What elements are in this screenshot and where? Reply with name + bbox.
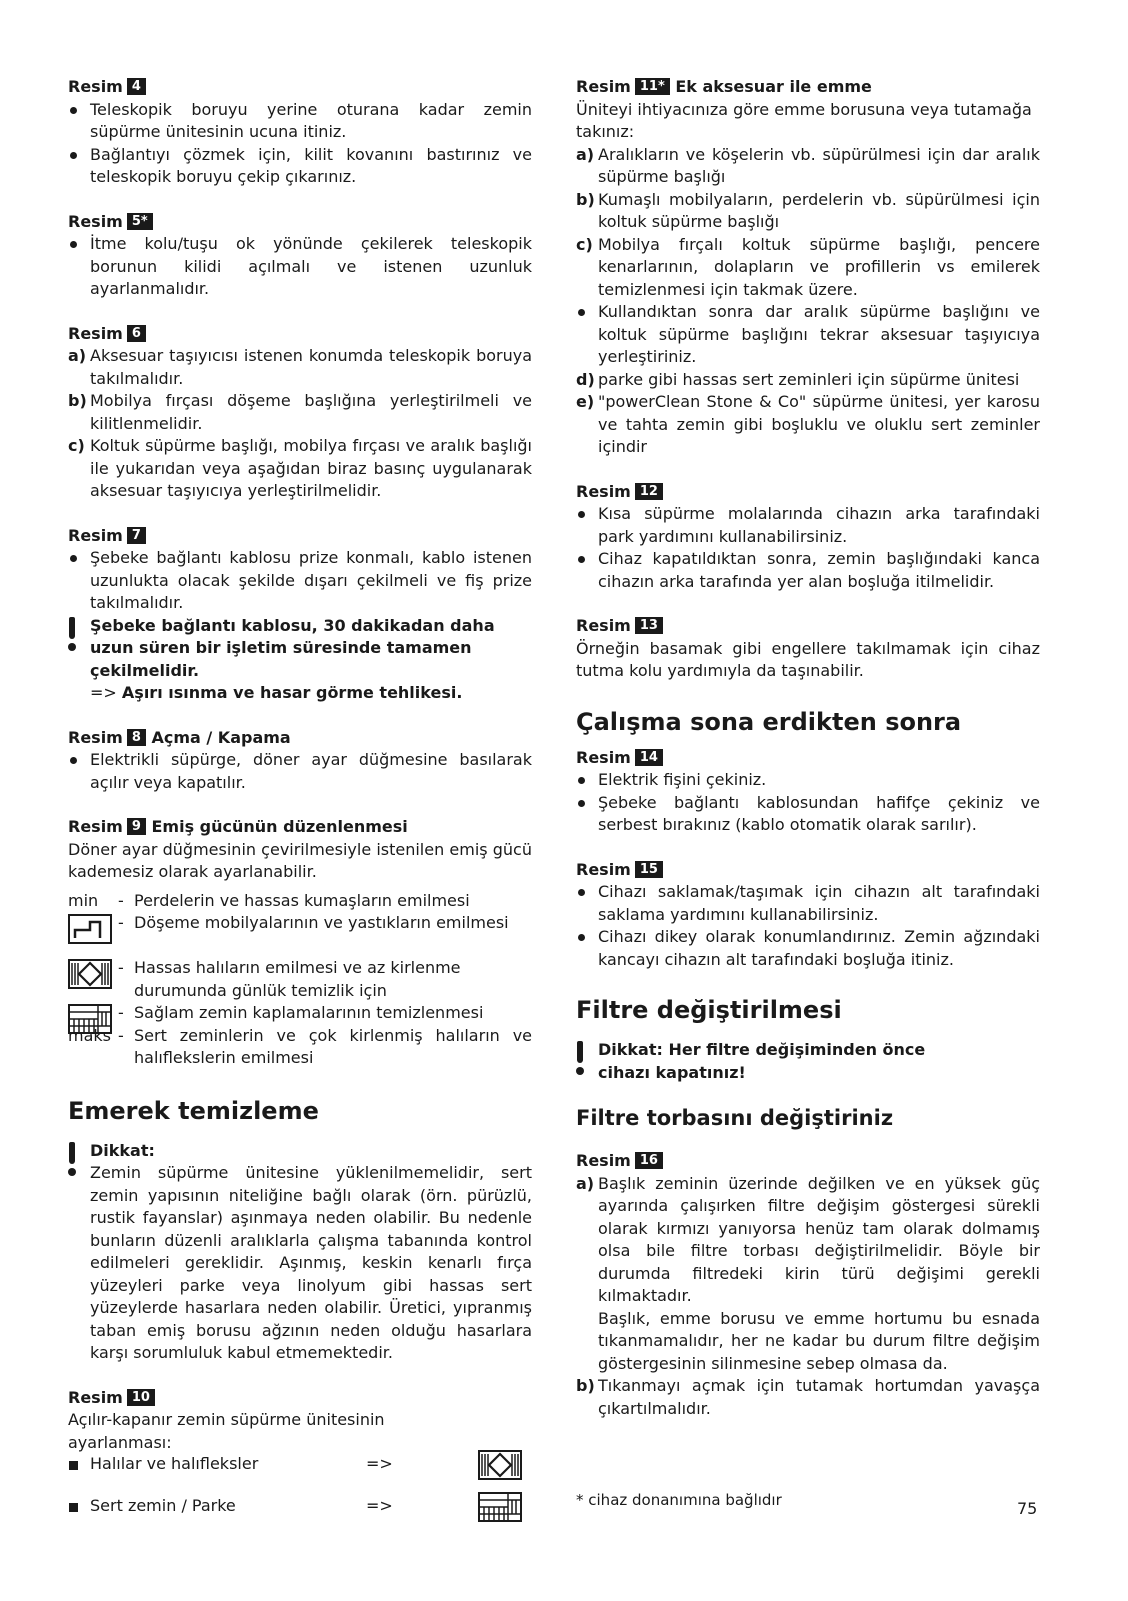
list-item: Cihazı dikey olarak konumlandırınız. Zemin ağzındaki kancayı cihazın alt tarafındaki boşluğa itiniz.	[576, 926, 1040, 971]
section-resim-13	[576, 615, 1040, 683]
resim-heading	[576, 481, 1040, 504]
figure-number-badge: 15	[635, 861, 663, 878]
list-item	[576, 391, 1040, 459]
item-text: parke gibi hassas sert zeminleri için süpürme ünitesi	[598, 369, 1020, 389]
carpet-setting-icon	[478, 1448, 522, 1482]
figure-number-badge: 7	[127, 527, 146, 544]
figure-number-badge: 4	[127, 78, 146, 95]
setting-text: Sağlam zemin kaplamalarının temizlenmesi	[134, 1003, 484, 1022]
list-item: Bağlantıyı çözmek için, kilit kovanını bastırınız ve teleskopik boruyu çekip çıkarınız.	[68, 144, 532, 189]
figure-number-badge: 6	[127, 325, 146, 342]
list-item	[576, 369, 1040, 392]
dash: -	[118, 1003, 124, 1022]
warning-icon	[68, 617, 78, 653]
setting-text: Döşeme mobilyalarının ve yastıkların emilmesi	[134, 913, 509, 932]
power-setting-sofa	[68, 912, 532, 957]
section-heading: Çalışma sona erdikten sonra	[576, 707, 962, 736]
list-item	[68, 435, 532, 503]
setting-key: min	[68, 890, 99, 910]
list-item: Elektrik fişini çekiniz.	[576, 769, 1040, 792]
paragraph: Açılır-kapanır zemin süpürme ünitesinin ayarlanması:	[68, 1410, 385, 1452]
resim-label: Resim	[68, 323, 123, 343]
paragraph: Örneğin basamak gibi engellere takılmamak için cihaz tutma kolu yardımıyla da taşınabilir.	[576, 638, 1040, 680]
page-number: 75	[1017, 1499, 1038, 1518]
list-item: Cihaz kapatıldıktan sonra, zemin başlığındaki kanca cihazın arka tarafında yer alan boşluğa itilmelidir.	[576, 548, 1040, 593]
resim-label: Resim	[68, 1387, 123, 1407]
item-text: Koltuk süpürme başlığı, mobilya fırçası ve aralık başlığı ile yukarıdan veya aşağıdan biraz basınç uygulanarak aksesuar taşıyıcıya yerleştirilmelidir.	[90, 436, 532, 500]
list-item: Şebeke bağlantı kablosundan hafifçe çekiniz ve serbest bırakınız (kablo otomatik olarak sarılır).	[576, 792, 1040, 837]
figure-number-badge: 11*	[635, 78, 670, 95]
warning-block	[68, 1140, 532, 1365]
resim-label: Resim	[68, 211, 123, 231]
item-text: "powerClean Stone & Co" süpürme ünitesi, yer karosu ve tahta zemin gibi boşluklu ve oluklu sert zeminler içindir	[598, 392, 1040, 456]
right-column	[576, 76, 1040, 1442]
item-text: Başlık, emme borusu ve emme hortumu bu esnada tıkanmamalıdır, her ne kadar bu durum filtre değişim göstergesinin silinmesine sebep olmasa da.	[598, 1308, 1040, 1373]
warning-consequence	[90, 682, 532, 705]
dash: -	[118, 890, 124, 910]
dash: -	[118, 958, 124, 977]
carpet-setting-icon	[68, 959, 112, 989]
adjust-label: Sert zemin / Parke	[68, 1496, 236, 1515]
adjust-row-carpet	[68, 1454, 532, 1496]
resim-heading	[68, 76, 532, 99]
list-item: Kullandıktan sonra dar aralık süpürme başlığını ve koltuk süpürme başlığını tekrar aksesuar taşıyıcıya yerleştiriniz.	[576, 301, 1040, 369]
section-resim-10	[68, 1387, 532, 1539]
section-heading: Filtre değiştirilmesi	[576, 996, 842, 1024]
resim-heading	[576, 859, 1040, 882]
resim-heading	[576, 747, 1040, 770]
section-resim-16	[576, 1150, 1040, 1420]
section-resim-14	[576, 747, 1040, 837]
item-text: Başlık zeminin üzerinde değilken ve en yüksek güç ayarında çalışırken filtre değişim göstergesi sürekli olarak kırmızı yanıyorsa henüz tam olarak dolmamış olsa bile filtre torbası değiştirilmelidir. Böyle bir durumda filtredeki kirin türü değişimi gerekli kılmaktadır.	[598, 1173, 1040, 1305]
resim-label: Resim	[576, 77, 631, 96]
resim-label: Resim	[576, 859, 631, 879]
resim-heading	[68, 525, 532, 548]
item-text: Mobilya fırçası döşeme başlığına yerleştirilmeli ve kilitlenmelidir.	[90, 391, 532, 433]
item-letter: a)	[68, 346, 87, 365]
section-resim-12	[576, 481, 1040, 594]
section-resim-9	[68, 816, 532, 1070]
list-item: Cihazı saklamak/taşımak için cihazın alt tarafındaki saklama yardımını kullanabilirsiniz.	[576, 881, 1040, 926]
arrow-text: =>	[366, 1454, 393, 1473]
setting-key: maks	[68, 1025, 111, 1045]
resim-label: Resim	[576, 747, 631, 767]
sofa-setting-icon	[68, 914, 112, 944]
setting-text: Perdelerin ve hassas kumaşların emilmesi	[134, 890, 470, 910]
item-letter: d)	[576, 369, 595, 389]
resim-title: Ek aksesuar ile emme	[675, 77, 872, 96]
resim-heading	[576, 76, 1040, 99]
list-item	[68, 390, 532, 435]
warning-icon	[68, 1142, 78, 1178]
item-text: Kumaşlı mobilyaların, perdelerin vb. süpürülmesi için koltuk süpürme başlığı	[598, 189, 1040, 231]
warning-text: Şebeke bağlantı kablosu, 30 dakikadan daha uzun süren bir işletim süresinde tamamen çekilmelidir.	[90, 615, 495, 680]
resim-title: Açma / Kapama	[151, 727, 291, 747]
resim-label: Resim	[68, 727, 123, 747]
item-text: Aksesuar taşıyıcısı istenen konumda teleskopik boruya takılmalıdır.	[90, 346, 532, 388]
figure-number-badge: 16	[635, 1152, 663, 1169]
resim-heading	[576, 1150, 1040, 1173]
warning-block	[68, 615, 532, 705]
item-letter: a)	[576, 1173, 595, 1193]
left-column	[68, 76, 532, 1560]
footnote: * cihaz donanımına bağlıdır	[576, 1491, 782, 1509]
resim-heading	[68, 1387, 532, 1410]
list-item: Şebeke bağlantı kablosu prize konmalı, kablo istenen uzunlukta olacak şekilde dışarı çekilmeli ve fiş prize takılmalıdır.	[68, 547, 532, 615]
hard-floor-setting-icon	[478, 1490, 522, 1524]
power-setting-carpet	[68, 957, 532, 1002]
list-item	[576, 1173, 1040, 1376]
item-letter: b)	[576, 1376, 595, 1395]
resim-heading	[68, 211, 532, 234]
section-resim-11	[576, 76, 1040, 459]
resim-title: Emiş gücünün düzenlenmesi	[151, 817, 408, 836]
adjust-label: Halılar ve halıfleksler	[68, 1454, 258, 1473]
figure-number-badge: 14	[635, 749, 663, 766]
item-letter: e)	[576, 392, 595, 411]
figure-number-badge: 5*	[127, 213, 153, 230]
resim-label: Resim	[576, 481, 631, 501]
warning-block	[576, 1039, 978, 1084]
section-resim-8	[68, 727, 532, 795]
section-resim-6	[68, 323, 532, 503]
danger-text: Aşırı ısınma ve hasar görme tehlikesi.	[121, 683, 463, 702]
section-emerek-temizleme	[68, 1096, 532, 1365]
power-setting-max	[68, 1025, 532, 1070]
list-item	[576, 1375, 1040, 1420]
warning-text: Zemin süpürme ünitesine yüklenilmemelidir, sert zemin yapısının niteliğine bağlı olarak (örn. pürüzlü, rustik fayanslar) aşınmaya neden olabilir. Bu nedenle bunların düzenli aralıklarla çalışma tabanında kontrol edilmeleri gereklidir. Aşınmış, keskin kenarlı fırça yüzeyleri parke veya linolyum gibi hassas sert yüzeylerde hasarlara neden olabilir. Üretici, yıpranmış taban emiş borusu ağzının neden olduğu hasarlara karşı sorumluluk kabul etmemektedir.	[90, 1163, 532, 1362]
paragraph: Döner ayar düğmesinin çevirilmesiyle istenilen emiş gücü kademesiz olarak ayarlanabilir.	[68, 839, 532, 881]
resim-label: Resim	[68, 525, 123, 545]
warning-title: Dikkat:	[90, 1140, 155, 1160]
power-setting-min	[68, 890, 532, 913]
resim-label: Resim	[68, 77, 123, 96]
subsection-heading: Filtre torbasını değiştiriniz	[576, 1106, 894, 1130]
item-text: Mobilya fırçalı koltuk süpürme başlığı, pencere kenarlarının, dolapların ve profillerin vs emilerek temizlenmesi için takmak üzere.	[598, 234, 1040, 299]
resim-heading	[68, 323, 532, 346]
list-item: Kısa süpürme molalarında cihazın arka tarafındaki park yardımını kullanabilirsiniz.	[576, 503, 1040, 548]
resim-label: Resim	[68, 817, 123, 836]
section-heading: Emerek temizleme	[68, 1096, 319, 1125]
setting-text: Hassas halıların emilmesi ve az kirlenme durumunda günlük temizlik için	[134, 958, 461, 1000]
figure-number-badge: 9	[127, 818, 146, 835]
figure-number-badge: 8	[127, 729, 146, 746]
item-letter: b)	[68, 391, 87, 410]
item-letter: b)	[576, 189, 595, 209]
warning-text: Dikkat: Her filtre değişiminden önce cihazı kapatınız!	[598, 1040, 926, 1082]
item-text: Aralıkların ve köşelerin vb. süpürülmesi için dar aralık süpürme başlığı	[598, 144, 1040, 186]
list-item: Elektrikli süpürge, döner ayar düğmesine basılarak açılır veya kapatılır.	[68, 749, 532, 794]
resim-heading	[68, 816, 532, 839]
item-text: Tıkanmayı açmak için tutamak hortumdan yavaşça çıkartılmalıdır.	[598, 1376, 1040, 1418]
dash: -	[118, 913, 124, 932]
resim-heading	[576, 615, 1040, 638]
list-item: İtme kolu/tuşu ok yönünde çekilerek teleskopik borunun kilidi açılmalı ve istenen uzunluk ayarlanmalıdır.	[68, 233, 532, 301]
dash: -	[118, 1025, 124, 1045]
list-item	[576, 144, 1040, 189]
resim-label: Resim	[576, 1151, 631, 1170]
section-resim-7	[68, 525, 532, 705]
adjust-row-hard-floor	[68, 1496, 532, 1538]
arrow-text: =>	[366, 1496, 393, 1515]
section-resim-4	[68, 76, 532, 189]
warning-icon	[576, 1041, 586, 1077]
item-letter: c)	[68, 436, 85, 455]
list-item: Teleskopik boruyu yerine oturana kadar zemin süpürme ünitesinin ucuna itiniz.	[68, 99, 532, 144]
list-item	[576, 234, 1040, 302]
figure-number-badge: 13	[635, 617, 663, 634]
paragraph: Üniteyi ihtiyacınıza göre emme borusuna veya tutamağa takınız:	[576, 99, 1032, 141]
section-resim-15	[576, 859, 1040, 972]
figure-number-badge: 10	[127, 1389, 155, 1406]
item-letter: a)	[576, 144, 595, 164]
figure-number-badge: 12	[635, 483, 663, 500]
power-setting-hard-floor	[68, 1002, 532, 1025]
resim-heading	[68, 727, 532, 750]
section-resim-5	[68, 211, 532, 301]
item-letter: c)	[576, 234, 593, 254]
list-item	[68, 345, 532, 390]
resim-label: Resim	[576, 616, 631, 635]
setting-text: Sert zeminlerin ve çok kirlenmiş halıların ve halıflekslerin emilmesi	[134, 1025, 532, 1067]
arrow-text: =>	[90, 683, 117, 702]
list-item	[576, 189, 1040, 234]
